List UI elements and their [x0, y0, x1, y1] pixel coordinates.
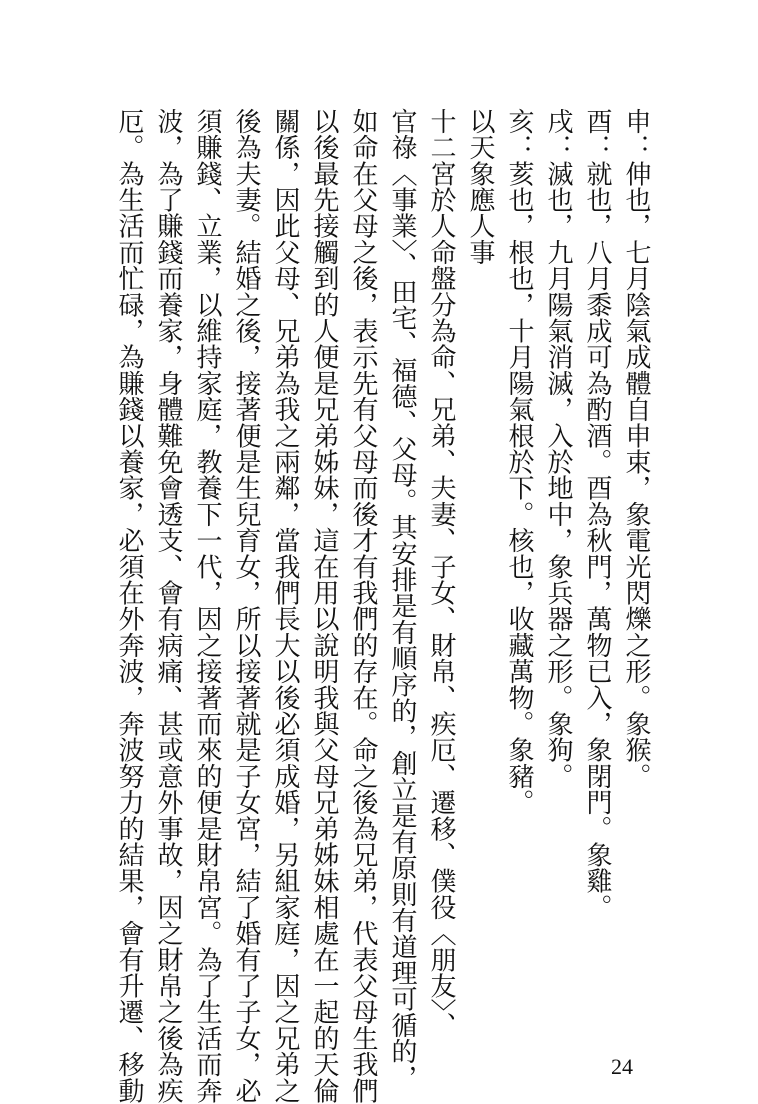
text-column-4: 亥：荄也，根也，十月陽氣根於下。核也，收藏萬物。象豬。: [504, 108, 534, 816]
text-column-9: 以後最先接觸到的人便是兄弟姊妹，這在用以說明我與父母兄弟姊妹相處在一起的天倫: [309, 108, 339, 1104]
text-column-13: 波，為了賺錢而養家，身體難免會透支、會有病痛、甚或意外事故，因之財帛之後為疾: [153, 108, 183, 1104]
text-column-10: 關係，因此父母、兄弟為我之兩鄰，當我們長大以後必須成婚，另組家庭，因之兄弟之: [270, 108, 300, 1104]
text-column-2: 酉：就也，八月黍成可為酌酒。酉為秋門，萬物已入，象閉門。象雞。: [582, 108, 612, 921]
text-column-1: 申：伸也，七月陰氣成體自申束，象電光閃爍之形。象猴。: [621, 108, 651, 790]
text-column-14: 厄。為生活而忙碌，為賺錢以養家，必須在外奔波，奔波努力的結果，會有升遷、移動: [114, 108, 144, 1104]
section-heading: 以天象應人事: [465, 108, 495, 266]
text-column-8: 如命在父母之後，表示先有父母而後才有我們的存在。命之後為兄弟，代表父母生我們: [348, 108, 378, 1104]
text-column-6: 十二宮於人命盤分為命、兄弟、夫妻、子女、財帛、疾厄、遷移、僕役〈朋友〉、: [426, 108, 456, 1039]
page-number: 24: [611, 1054, 633, 1079]
text-column-12: 須賺錢、立業，以維持家庭，教養下一代，因之接著而來的便是財帛宮。為了生活而奔: [192, 108, 222, 1104]
text-column-7: 官祿〈事業〉、田宅、福德、父母。其安排是有順序的，創立是有原則有道理可循的，: [387, 108, 417, 1091]
text-column-11: 後為夫妻。結婚之後，接著便是生兒育女，所以接著就是子女宮，結了婚有了子女，必: [231, 108, 261, 1104]
text-column-3: 戌：滅也，九月陽氣消滅，入於地中，象兵器之形。象狗。: [543, 108, 573, 790]
